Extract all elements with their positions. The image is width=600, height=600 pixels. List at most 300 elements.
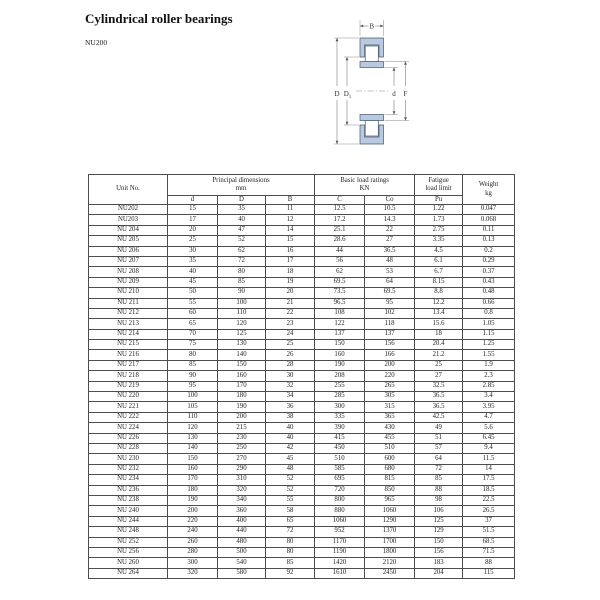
bearing-bottom-half xyxy=(360,115,384,145)
table-body xyxy=(89,205,515,579)
table-row xyxy=(89,308,515,318)
table-cell: 88 xyxy=(415,485,463,495)
table-cell: 27 xyxy=(365,236,415,246)
table-cell: 480 xyxy=(218,537,266,547)
table-row xyxy=(89,454,515,464)
table-cell: 952 xyxy=(315,527,365,537)
table-cell: 0.29 xyxy=(463,256,515,266)
table-cell: 85 xyxy=(415,475,463,485)
table-cell: 200 xyxy=(218,412,266,422)
table-cell: NU 220 xyxy=(89,392,168,402)
fatigue-label-line2: load limit xyxy=(425,185,452,192)
table-cell: 98 xyxy=(415,495,463,505)
table-cell: 53 xyxy=(365,267,415,277)
table-cell: 25 xyxy=(168,236,218,246)
column-group-fatigue-load-limit xyxy=(415,175,463,196)
table-cell: 36 xyxy=(266,402,315,412)
table-cell: 72 xyxy=(415,464,463,474)
table-cell: 35 xyxy=(218,205,266,215)
table-cell: 190 xyxy=(218,402,266,412)
table-cell: 60 xyxy=(168,308,218,318)
table-cell: NU 248 xyxy=(89,527,168,537)
table-cell: 100 xyxy=(168,392,218,402)
table-cell: 120 xyxy=(168,423,218,433)
table-cell: 4.7 xyxy=(463,412,515,422)
table-row xyxy=(89,527,515,537)
table-cell: 5.6 xyxy=(463,423,515,433)
table-cell: 62 xyxy=(315,267,365,277)
table-cell: 208 xyxy=(315,371,365,381)
table-cell: 22 xyxy=(365,225,415,235)
table-cell: 85 xyxy=(266,558,315,568)
dim-label-d1-base: D xyxy=(343,90,349,98)
table-cell: 12 xyxy=(266,215,315,225)
table-cell: 265 xyxy=(365,381,415,391)
table-cell: 115 xyxy=(463,568,515,578)
table-cell: NU 211 xyxy=(89,298,168,308)
table-cell: 150 xyxy=(315,340,365,350)
table-cell: 4.5 xyxy=(415,246,463,256)
dim-label-d1-subscript: 1 xyxy=(348,94,352,100)
table-cell: 11.5 xyxy=(463,454,515,464)
table-cell: 30 xyxy=(266,371,315,381)
table-cell: 130 xyxy=(218,340,266,350)
table-row xyxy=(89,215,515,225)
table-cell: 166 xyxy=(365,350,415,360)
table-cell: 280 xyxy=(168,547,218,557)
table-cell: 1290 xyxy=(365,516,415,526)
table-cell: 17 xyxy=(266,256,315,266)
table-cell: 2450 xyxy=(365,568,415,578)
table-cell: 20.4 xyxy=(415,340,463,350)
table-cell: 540 xyxy=(218,558,266,568)
table-cell: 1.55 xyxy=(463,350,515,360)
weight-label: Weight xyxy=(478,181,499,189)
subcolumn-D: D xyxy=(218,196,266,205)
table-cell: 85 xyxy=(218,277,266,287)
table-row xyxy=(89,392,515,402)
table-cell: 190 xyxy=(168,495,218,505)
fatigue-label-line1: Fatigue xyxy=(428,176,449,184)
weight-unit: kg xyxy=(485,189,492,197)
table-cell: 9.4 xyxy=(463,443,515,453)
table-cell: 19 xyxy=(266,277,315,287)
table-cell: 180 xyxy=(168,485,218,495)
table-row xyxy=(89,225,515,235)
table-cell: 50 xyxy=(168,288,218,298)
table-cell: 695 xyxy=(315,475,365,485)
table-cell: 220 xyxy=(168,516,218,526)
table-row xyxy=(89,443,515,453)
table-cell: 102 xyxy=(365,308,415,318)
table-cell: NU203 xyxy=(89,215,168,225)
table-cell: 64 xyxy=(365,277,415,287)
series-designation: NU200 xyxy=(85,38,108,47)
table-cell: 23 xyxy=(266,319,315,329)
table-cell: NU 208 xyxy=(89,267,168,277)
table-row xyxy=(89,360,515,370)
table-cell: 49 xyxy=(415,423,463,433)
table-row xyxy=(89,246,515,256)
table-cell: 106 xyxy=(415,506,463,516)
table-cell: 320 xyxy=(218,485,266,495)
table-cell: 430 xyxy=(365,423,415,433)
table-cell: NU 215 xyxy=(89,340,168,350)
dim-label-b: B xyxy=(369,22,375,31)
table-row xyxy=(89,381,515,391)
principal-dimensions-label: Principal dimensions xyxy=(212,176,270,184)
table-cell: 18 xyxy=(415,329,463,339)
table-cell: 96.5 xyxy=(315,298,365,308)
table-cell: NU 222 xyxy=(89,412,168,422)
table-cell: NU 236 xyxy=(89,485,168,495)
table-row xyxy=(89,256,515,266)
table-cell: 18.5 xyxy=(463,485,515,495)
bearing-cross-section-diagram xyxy=(325,12,425,162)
table-cell: 1.05 xyxy=(463,319,515,329)
table-cell: 12.5 xyxy=(315,205,365,215)
table-row xyxy=(89,485,515,495)
table-cell: 34 xyxy=(266,392,315,402)
table-cell: 320 xyxy=(168,568,218,578)
table-cell: 100 xyxy=(218,298,266,308)
table-cell: 73.5 xyxy=(315,288,365,298)
table-cell: 1.22 xyxy=(415,205,463,215)
table-cell: 17.5 xyxy=(463,475,515,485)
basic-load-ratings-label: Basic load ratings xyxy=(340,176,389,184)
table-row xyxy=(89,464,515,474)
table-cell: 250 xyxy=(218,443,266,453)
table-header xyxy=(89,175,515,205)
table-cell: 22 xyxy=(266,308,315,318)
table-cell: 130 xyxy=(168,433,218,443)
table-cell: 880 xyxy=(315,506,365,516)
table-cell: 335 xyxy=(315,412,365,422)
table-cell: 120 xyxy=(218,319,266,329)
table-cell: 52 xyxy=(266,475,315,485)
bearing-top-half xyxy=(360,38,384,68)
table-cell: 95 xyxy=(365,298,415,308)
table-cell: 200 xyxy=(365,360,415,370)
table-cell: 180 xyxy=(218,392,266,402)
table-cell: 70 xyxy=(168,329,218,339)
table-cell: 850 xyxy=(365,485,415,495)
table-cell: 14.3 xyxy=(365,215,415,225)
table-cell: 440 xyxy=(218,527,266,537)
table-cell: 0.047 xyxy=(463,205,515,215)
table-cell: 305 xyxy=(365,392,415,402)
table-cell: NU 240 xyxy=(89,506,168,516)
table-cell: 315 xyxy=(365,402,415,412)
table-cell: 37 xyxy=(463,516,515,526)
table-row xyxy=(89,350,515,360)
table-cell: 285 xyxy=(315,392,365,402)
table-cell: 40 xyxy=(266,433,315,443)
table-cell: 965 xyxy=(365,495,415,505)
dim-label-d-bore: d xyxy=(392,90,396,98)
table-cell: 1060 xyxy=(365,506,415,516)
table-cell: 260 xyxy=(168,537,218,547)
table-cell: 55 xyxy=(168,298,218,308)
table-cell: 64 xyxy=(415,454,463,464)
table-cell: NU 217 xyxy=(89,360,168,370)
table-cell: 137 xyxy=(315,329,365,339)
table-cell: NU 210 xyxy=(89,288,168,298)
table-cell: NU 219 xyxy=(89,381,168,391)
table-cell: 156 xyxy=(365,340,415,350)
table-cell: 72 xyxy=(218,256,266,266)
table-row xyxy=(89,277,515,287)
column-unit-no: Unit No. xyxy=(89,175,168,205)
table-row xyxy=(89,547,515,557)
table-cell: 3.35 xyxy=(415,236,463,246)
table-cell: 150 xyxy=(415,537,463,547)
subcolumn-C: C xyxy=(315,196,365,205)
table-cell: 365 xyxy=(365,412,415,422)
table-cell: 125 xyxy=(415,516,463,526)
column-weight xyxy=(463,175,515,205)
table-cell: 68.5 xyxy=(463,537,515,547)
table-cell: 2.75 xyxy=(415,225,463,235)
table-cell: NU202 xyxy=(89,205,168,215)
table-cell: 455 xyxy=(365,433,415,443)
table-cell: 65 xyxy=(168,319,218,329)
table-row xyxy=(89,423,515,433)
table-cell: 160 xyxy=(218,371,266,381)
bearings-table xyxy=(88,174,515,579)
table-cell: 72 xyxy=(266,527,315,537)
table-cell: 85 xyxy=(168,360,218,370)
table-cell: 28.6 xyxy=(315,236,365,246)
table-cell: NU 230 xyxy=(89,454,168,464)
table-cell: 3.95 xyxy=(463,402,515,412)
table-cell: 1.15 xyxy=(463,329,515,339)
table-cell: 90 xyxy=(218,288,266,298)
table-cell: 36.5 xyxy=(415,392,463,402)
table-cell: NU 244 xyxy=(89,516,168,526)
table-cell: 45 xyxy=(168,277,218,287)
table-cell: 25 xyxy=(266,340,315,350)
table-cell: 510 xyxy=(365,443,415,453)
table-cell: 56 xyxy=(315,256,365,266)
table-row xyxy=(89,475,515,485)
table-cell: 160 xyxy=(315,350,365,360)
table-cell: 1370 xyxy=(365,527,415,537)
table-cell: 15.6 xyxy=(415,319,463,329)
table-cell: 415 xyxy=(315,433,365,443)
table-cell: NU 204 xyxy=(89,225,168,235)
dim-label-f: F xyxy=(403,90,408,98)
table-cell: 62 xyxy=(218,246,266,256)
table-cell: 140 xyxy=(218,350,266,360)
table-row xyxy=(89,495,515,505)
table-cell: 11 xyxy=(266,205,315,215)
table-cell: 0.13 xyxy=(463,236,515,246)
table-cell: 220 xyxy=(365,371,415,381)
table-cell: 25 xyxy=(415,360,463,370)
table-cell: 240 xyxy=(168,527,218,537)
subcolumn-Co: Co xyxy=(365,196,415,205)
table-cell: 1420 xyxy=(315,558,365,568)
table-cell: 35 xyxy=(168,256,218,266)
table-cell: 360 xyxy=(218,506,266,516)
table-row xyxy=(89,433,515,443)
table-cell: 1.25 xyxy=(463,340,515,350)
table-cell: 0.43 xyxy=(463,277,515,287)
table-cell: NU 213 xyxy=(89,319,168,329)
table-cell: 140 xyxy=(168,443,218,453)
table-cell: 71.5 xyxy=(463,547,515,557)
table-cell: 0.2 xyxy=(463,246,515,256)
table-cell: 90 xyxy=(168,371,218,381)
table-cell: 32.5 xyxy=(415,381,463,391)
table-cell: 2.3 xyxy=(463,371,515,381)
table-cell: 51.5 xyxy=(463,527,515,537)
table-cell: 0.8 xyxy=(463,308,515,318)
table-cell: 110 xyxy=(168,412,218,422)
table-cell: 26 xyxy=(266,350,315,360)
table-cell: 65 xyxy=(266,516,315,526)
table-cell: 0.66 xyxy=(463,298,515,308)
table-row xyxy=(89,516,515,526)
table-cell: 51 xyxy=(415,433,463,443)
table-cell: NU 264 xyxy=(89,568,168,578)
table-cell: 20 xyxy=(168,225,218,235)
table-cell: 190 xyxy=(315,360,365,370)
table-cell: 69.5 xyxy=(365,288,415,298)
table-cell: 32 xyxy=(266,381,315,391)
table-cell: 680 xyxy=(365,464,415,474)
table-cell: 22.5 xyxy=(463,495,515,505)
table-row xyxy=(89,412,515,422)
table-cell: 24 xyxy=(266,329,315,339)
table-cell: 500 xyxy=(218,547,266,557)
table-cell: 38 xyxy=(266,412,315,422)
table-row xyxy=(89,319,515,329)
table-cell: 52 xyxy=(266,485,315,495)
table-cell: 105 xyxy=(168,402,218,412)
dim-label-d1 xyxy=(344,90,352,100)
table-cell: NU 232 xyxy=(89,464,168,474)
table-cell: 36.5 xyxy=(365,246,415,256)
table-cell: 580 xyxy=(218,568,266,578)
table-cell: 450 xyxy=(315,443,365,453)
table-cell: 150 xyxy=(218,360,266,370)
table-cell: NU 209 xyxy=(89,277,168,287)
table-cell: 75 xyxy=(168,340,218,350)
table-cell: 204 xyxy=(415,568,463,578)
table-cell: 14 xyxy=(463,464,515,474)
table-cell: 88 xyxy=(463,558,515,568)
table-cell: 150 xyxy=(168,454,218,464)
table-row xyxy=(89,506,515,516)
table-cell: 2120 xyxy=(365,558,415,568)
table-cell: NU 238 xyxy=(89,495,168,505)
table-cell: 156 xyxy=(415,547,463,557)
table-cell: 45 xyxy=(266,454,315,464)
table-cell: 69.5 xyxy=(315,277,365,287)
table-cell: 300 xyxy=(315,402,365,412)
table-cell: 92 xyxy=(266,568,315,578)
inner-ring-top xyxy=(360,62,384,68)
table-cell: 42.5 xyxy=(415,412,463,422)
dim-label-d-outer: D xyxy=(334,90,340,98)
table-row xyxy=(89,558,515,568)
table-cell: 17.2 xyxy=(315,215,365,225)
table-cell: 40 xyxy=(266,423,315,433)
table-cell: NU 224 xyxy=(89,423,168,433)
table-cell: 21.2 xyxy=(415,350,463,360)
table-cell: 15 xyxy=(266,236,315,246)
table-cell: 8.8 xyxy=(415,288,463,298)
table-cell: 12.2 xyxy=(415,298,463,308)
table-cell: 1190 xyxy=(315,547,365,557)
table-cell: 36.5 xyxy=(415,402,463,412)
table-cell: 160 xyxy=(168,464,218,474)
table-cell: 10.5 xyxy=(365,205,415,215)
table-cell: 1.73 xyxy=(415,215,463,225)
table-cell: 110 xyxy=(218,308,266,318)
table-cell: 21 xyxy=(266,298,315,308)
table-cell: NU 252 xyxy=(89,537,168,547)
table-cell: NU 221 xyxy=(89,402,168,412)
table-cell: 1700 xyxy=(365,537,415,547)
table-cell: 20 xyxy=(266,288,315,298)
table-cell: 3.4 xyxy=(463,392,515,402)
table-cell: 58 xyxy=(266,506,315,516)
table-cell: NU 260 xyxy=(89,558,168,568)
table-cell: 270 xyxy=(218,454,266,464)
table-cell: 15 xyxy=(168,205,218,215)
table-cell: NU 216 xyxy=(89,350,168,360)
table-cell: 510 xyxy=(315,454,365,464)
table-cell: 30 xyxy=(168,246,218,256)
table-cell: 47 xyxy=(218,225,266,235)
table-cell: 1170 xyxy=(315,537,365,547)
table-cell: 215 xyxy=(218,423,266,433)
table-cell: 310 xyxy=(218,475,266,485)
table-cell: 390 xyxy=(315,423,365,433)
table-cell: 48 xyxy=(266,464,315,474)
table-cell: 27 xyxy=(415,371,463,381)
table-cell: 40 xyxy=(168,267,218,277)
table-cell: 0.37 xyxy=(463,267,515,277)
table-cell: NU 234 xyxy=(89,475,168,485)
table-row xyxy=(89,537,515,547)
table-cell: 25.1 xyxy=(315,225,365,235)
table-cell: 80 xyxy=(168,350,218,360)
table-row xyxy=(89,288,515,298)
table-cell: NU 228 xyxy=(89,443,168,453)
table-cell: 720 xyxy=(315,485,365,495)
table-cell: 28 xyxy=(266,360,315,370)
table-cell: 6.45 xyxy=(463,433,515,443)
table-cell: 340 xyxy=(218,495,266,505)
table-row xyxy=(89,267,515,277)
table-cell: 230 xyxy=(218,433,266,443)
table-cell: 6.1 xyxy=(415,256,463,266)
table-cell: 95 xyxy=(168,381,218,391)
principal-dimensions-unit: mm xyxy=(235,185,247,192)
subcolumn-B: B xyxy=(266,196,315,205)
table-cell: 108 xyxy=(315,308,365,318)
table-row xyxy=(89,402,515,412)
table-cell: 13.4 xyxy=(415,308,463,318)
table-cell: 40 xyxy=(218,215,266,225)
table-cell: 17 xyxy=(168,215,218,225)
table-cell: 1610 xyxy=(315,568,365,578)
table-cell: 16 xyxy=(266,246,315,256)
